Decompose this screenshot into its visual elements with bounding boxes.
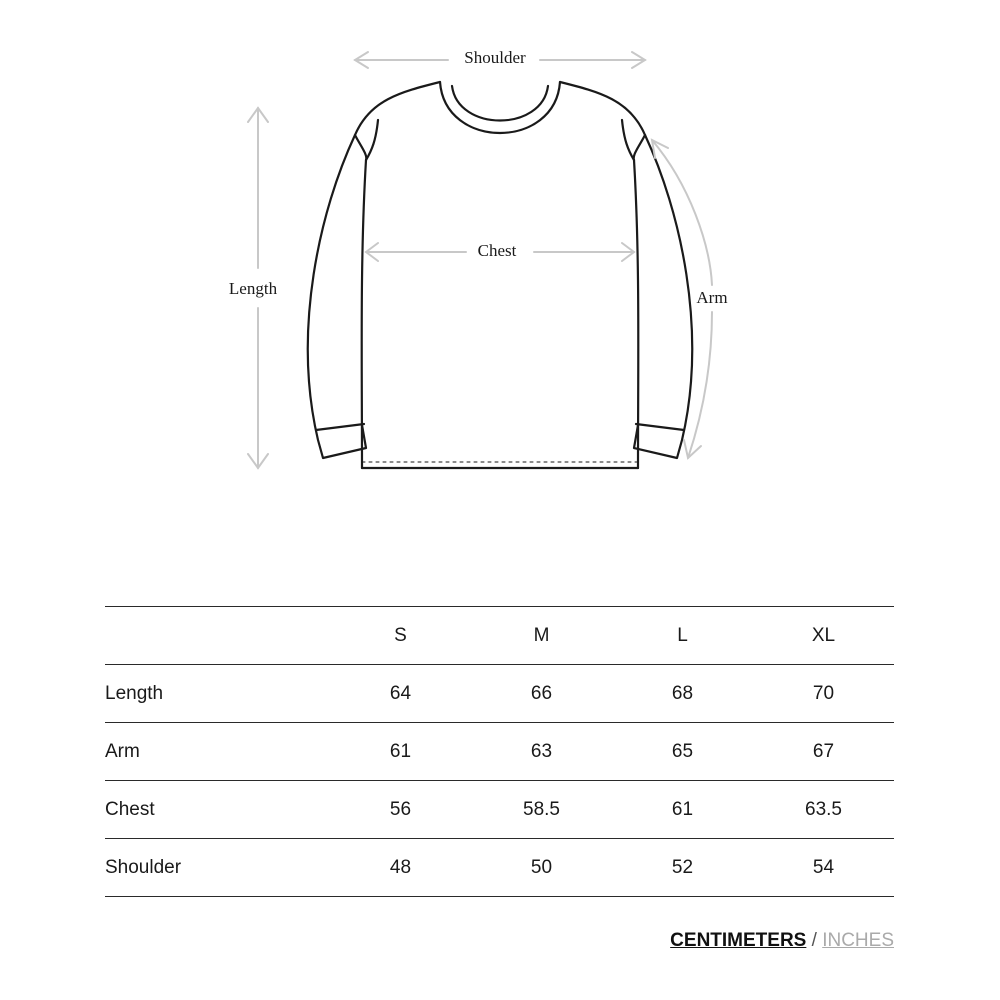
size-chart-table — [105, 606, 894, 897]
unit-separator: / — [811, 930, 817, 951]
table-row — [105, 665, 894, 723]
table-cell: 54 — [753, 839, 894, 897]
length-label: Length — [228, 279, 278, 298]
table-cell: 61 — [330, 723, 471, 781]
row-label-arm: Arm — [105, 723, 330, 781]
table-cell: 56 — [330, 781, 471, 839]
header-size-m: M — [471, 607, 612, 665]
unit-inches-link[interactable]: INCHES — [822, 930, 894, 951]
measure-arrows — [248, 52, 712, 468]
table-cell: 52 — [612, 839, 753, 897]
table-row — [105, 781, 894, 839]
row-label-shoulder: Shoulder — [105, 839, 330, 897]
row-label-chest: Chest — [105, 781, 330, 839]
table-cell: 61 — [612, 781, 753, 839]
arm-label: Arm — [696, 288, 728, 307]
table-cell: 50 — [471, 839, 612, 897]
table-cell: 66 — [471, 665, 612, 723]
table-cell: 48 — [330, 839, 471, 897]
table-row — [105, 723, 894, 781]
table-cell: 63 — [471, 723, 612, 781]
table-cell: 70 — [753, 665, 894, 723]
table-cell: 63.5 — [753, 781, 894, 839]
unit-centimeters-link[interactable]: CENTIMETERS — [670, 930, 807, 951]
row-label-length: Length — [105, 665, 330, 723]
shoulder-label: Shoulder — [464, 48, 526, 67]
sweater-outline — [308, 82, 692, 468]
table-cell: 67 — [753, 723, 894, 781]
header-size-s: S — [330, 607, 471, 665]
table-cell: 68 — [612, 665, 753, 723]
table-row — [105, 839, 894, 897]
header-size-xl: XL — [753, 607, 894, 665]
unit-toggle — [670, 930, 894, 952]
header-cell-empty — [105, 607, 330, 665]
table-header-row — [105, 607, 894, 665]
table-cell: 58.5 — [471, 781, 612, 839]
table-cell: 65 — [612, 723, 753, 781]
header-size-l: L — [612, 607, 753, 665]
chest-label: Chest — [477, 241, 517, 260]
table-cell: 64 — [330, 665, 471, 723]
